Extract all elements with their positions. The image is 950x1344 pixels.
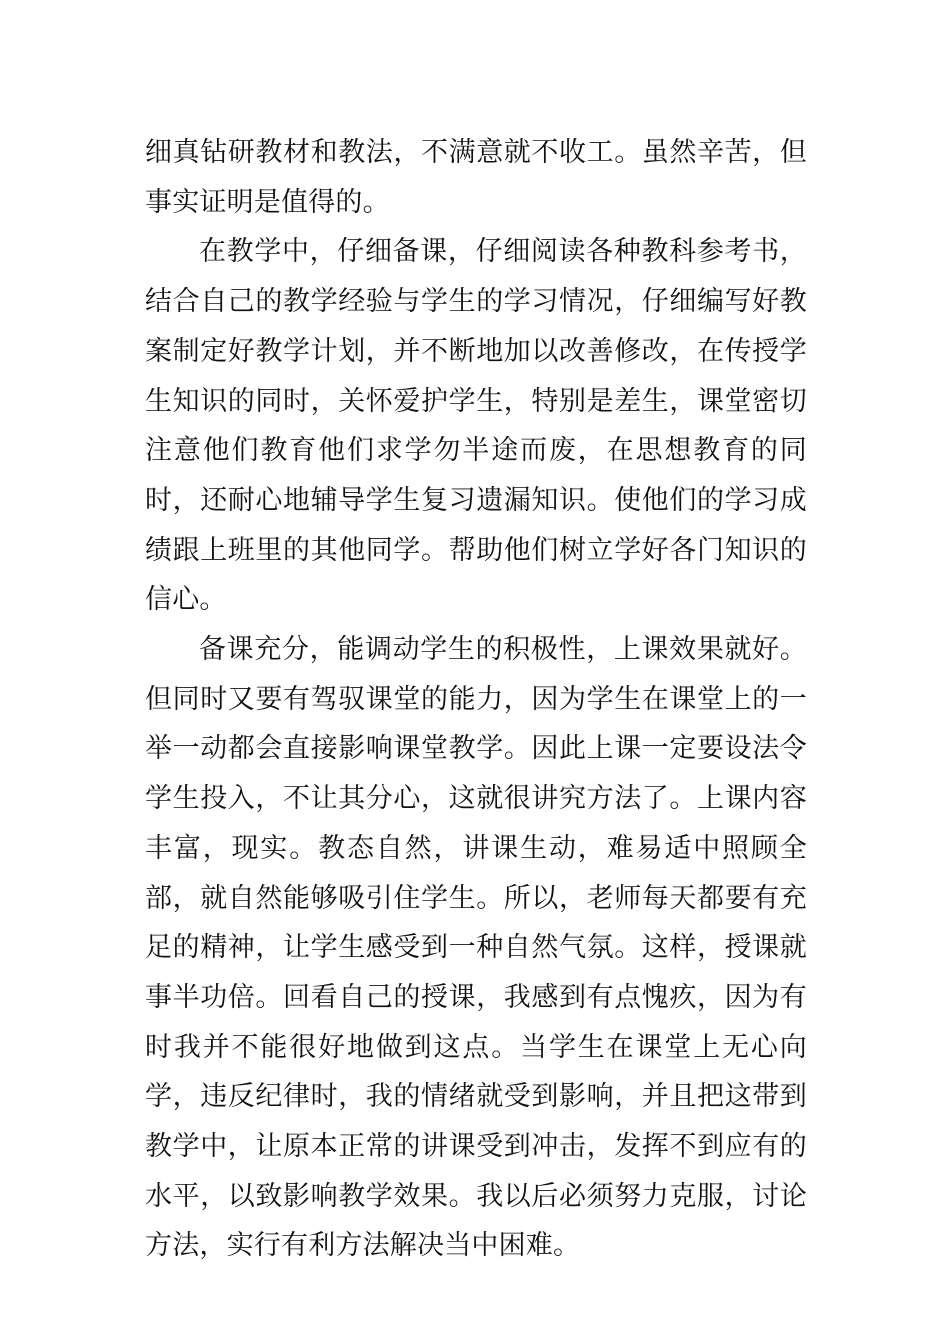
document-body (145, 128, 807, 1271)
paragraph-teaching-preparation: 在教学中，仔细备课，仔细阅读各种教科参考书，结合自己的教学经验与学生的学习情况，仔细编写好教案制定好教学计划，并不断地加以改善修改，在传授学生知识的同时，关怀爱护学生，特别是差生，课堂密切注意他们教育他们求学勿半途而废，在思想教育的同时，还耐心地辅导学生复习遗漏知识。使他们的学习成绩跟上班里的其他同学。帮助他们树立学好各门知识的信心。 (145, 236, 807, 616)
paragraph-classroom-management: 备课充分，能调动学生的积极性，上课效果就好。但同时又要有驾驭课堂的能力，因为学生在课堂上的一举一动都会直接影响课堂教学。因此上课一定要设法令学生投入，不让其分心，这就很讲究方法了。上课内容丰富，现实。教态自然，讲课生动，难易适中照顾全部，就自然能够吸引住学生。所以，老师每天都要有充足的精神，让学生感受到一种自然气氛。这样，授课就事半功倍。回看自己的授课，我感到有点愧疚，因为有时我并不能很好地做到这点。当学生在课堂上无心向学，违反纪律时，我的情绪就受到影响，并且把这带到教学中，让原本正常的讲课受到冲击，发挥不到应有的水平，以致影响教学效果。我以后必须努力克服，讨论方法，实行有利方法解决当中困难。 (145, 634, 807, 1262)
paragraph-continuation: 细真钻研教材和教法，不满意就不收工。虽然辛苦，但事实证明是值得的。 (145, 137, 807, 218)
